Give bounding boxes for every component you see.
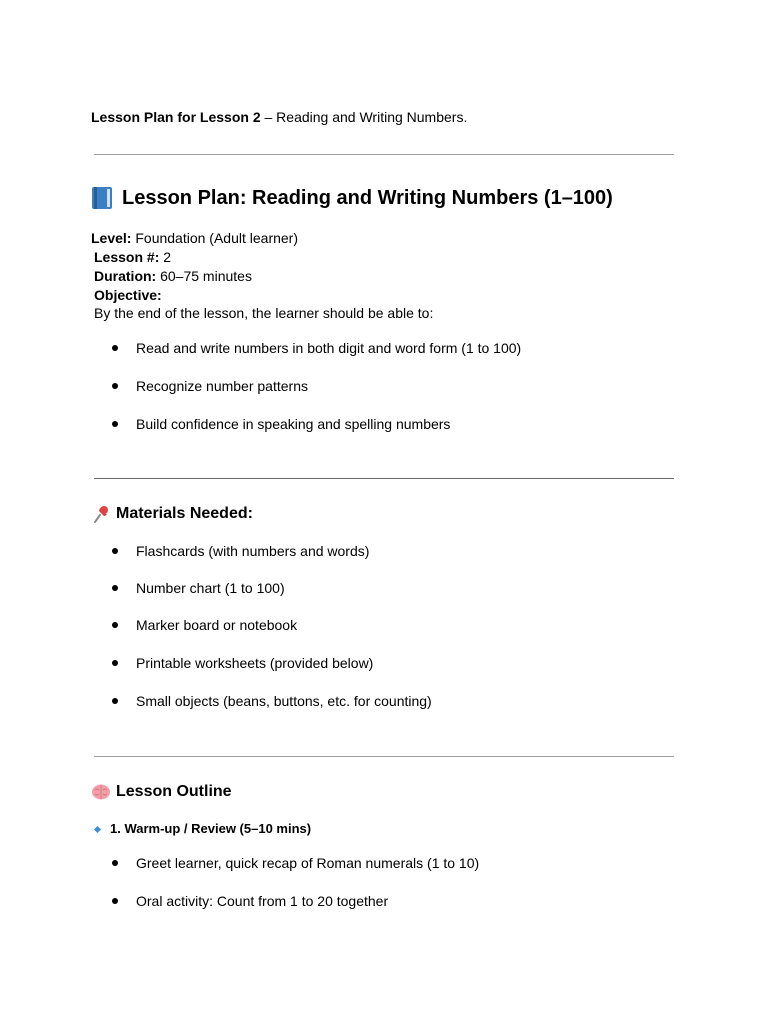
bullet-icon — [112, 345, 118, 351]
duration-value: 60–75 minutes — [156, 268, 252, 284]
bullet-icon — [112, 898, 118, 904]
list-item — [112, 579, 432, 597]
divider — [94, 154, 674, 155]
lesson-number-line — [94, 248, 171, 266]
list-item — [112, 892, 479, 910]
intro-bold: Lesson Plan for Lesson 2 — [91, 109, 261, 125]
outline-heading — [91, 781, 232, 803]
bullet-icon — [112, 548, 118, 554]
brain-icon — [91, 782, 111, 802]
list-item — [112, 339, 521, 357]
lesson-number-value: 2 — [159, 249, 172, 265]
duration-line — [94, 267, 252, 285]
list-item-text: Recognize number patterns — [136, 378, 308, 394]
intro-rest: – Reading and Writing Numbers. — [260, 109, 468, 125]
list-item — [112, 415, 521, 433]
book-icon — [91, 186, 113, 210]
list-item — [112, 377, 521, 395]
level-line — [91, 229, 298, 247]
bullet-icon — [112, 698, 118, 704]
list-item-text: Number chart (1 to 100) — [136, 580, 285, 596]
list-item — [112, 654, 432, 672]
list-item-text: Printable worksheets (provided below) — [136, 655, 374, 671]
list-item — [112, 616, 432, 634]
page-title-text: Lesson Plan: Reading and Writing Numbers (1–100) — [122, 187, 613, 209]
list-item-text: Read and write numbers in both digit and word form (1 to 100) — [136, 340, 522, 356]
list-item — [112, 542, 432, 560]
pushpin-icon — [91, 504, 111, 524]
materials-heading-text: Materials Needed: — [116, 505, 253, 522]
step-heading-text: 1. Warm-up / Review (5–10 mins) — [110, 821, 312, 836]
list-item-text: Greet learner, quick recap of Roman numerals (1 to 10) — [136, 855, 480, 871]
duration-label: Duration: — [94, 268, 157, 284]
bullet-icon — [112, 860, 118, 866]
warmup-list — [112, 854, 479, 910]
bullet-icon — [112, 660, 118, 666]
page-title — [91, 184, 613, 212]
level-label: Level: — [91, 230, 132, 246]
bullet-icon — [112, 585, 118, 591]
objective-label: Objective: — [94, 287, 162, 303]
level-value: Foundation (Adult learner) — [131, 230, 299, 246]
list-item — [112, 854, 479, 872]
intro-line — [91, 108, 467, 126]
list-item-text: Flashcards (with numbers and words) — [136, 543, 370, 559]
objectives-list — [112, 339, 521, 433]
list-item — [112, 692, 432, 710]
diamond-icon — [94, 825, 101, 832]
materials-list — [112, 542, 432, 710]
bullet-icon — [112, 622, 118, 628]
objective-line — [94, 286, 162, 304]
list-item-text: Marker board or notebook — [136, 617, 298, 633]
list-item-text: Small objects (beans, buttons, etc. for counting) — [136, 693, 432, 709]
bullet-icon — [112, 421, 118, 427]
divider — [94, 756, 674, 757]
objective-text: By the end of the lesson, the learner should be able to: — [94, 305, 434, 321]
list-item-text: Build confidence in speaking and spelling numbers — [136, 416, 451, 432]
bullet-icon — [112, 383, 118, 389]
lesson-number-label: Lesson #: — [94, 249, 160, 265]
list-item-text: Oral activity: Count from 1 to 20 together — [136, 893, 389, 909]
outline-heading-text: Lesson Outline — [116, 783, 232, 800]
step-heading — [95, 820, 311, 838]
materials-heading — [91, 503, 253, 525]
divider — [94, 478, 674, 479]
